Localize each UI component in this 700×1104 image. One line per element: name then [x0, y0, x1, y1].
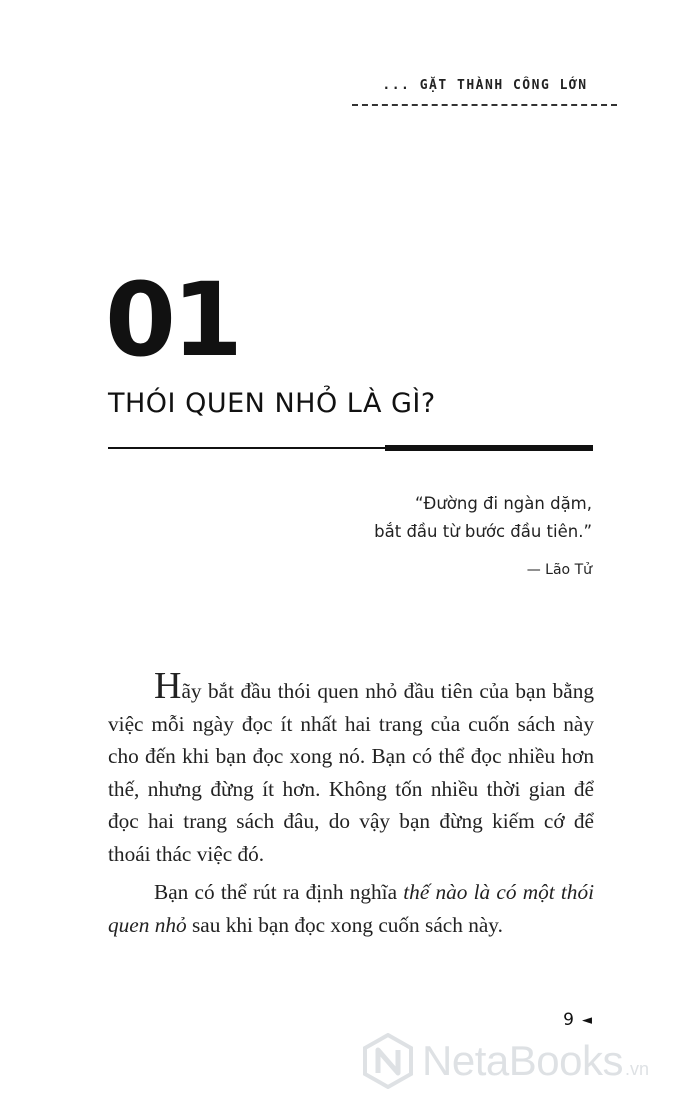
epigraph-quote [272, 490, 592, 546]
page-number [563, 1010, 592, 1030]
paragraph-2-italic: thế nào là có một thói quen nhỏ [108, 880, 595, 937]
watermark-suffix: .vn [624, 1059, 649, 1079]
paragraph-2 [108, 876, 594, 941]
chapter-rule-thin [108, 447, 388, 449]
epigraph-line-2: bắt đầu từ bước đầu tiên.” [374, 522, 592, 541]
drop-cap: H [154, 665, 182, 707]
running-header-title: ... GẶT THÀNH CÔNG LỚN [382, 78, 588, 93]
chapter-number: 01 [105, 261, 239, 380]
chapter-rule-thick [385, 445, 593, 451]
page-number-value: 9 [563, 1010, 574, 1030]
paragraph-2-end: sau khi bạn đọc xong cuốn sách này. [186, 912, 503, 937]
body-text [108, 665, 595, 941]
neta-logo-icon [362, 1033, 414, 1089]
paragraph-2-start: Bạn có thể rút ra định nghĩa [154, 880, 404, 904]
watermark-brand: NetaBooks [422, 1037, 623, 1084]
page-marker-icon: ◄ [582, 1013, 592, 1028]
header-dashed-rule [352, 104, 617, 106]
epigraph-attribution: — Lão Tử [526, 562, 592, 578]
chapter-title: THÓI QUEN NHỎ LÀ GÌ? [108, 388, 436, 419]
paragraph-1 [108, 665, 594, 870]
paragraph-1-text: ãy bắt đầu thói quen nhỏ đầu tiên của bạn bằng việc mỗi ngày đọc ít nhất hai trang của cuốn sách này cho đến khi bạn đọc xong nó. Bạn có thể đọc nhiều hơn thế, nhưng đừng ít hơn. Không tốn nhiều thời gian để đọc hai trang sách đâu, do vậy bạn đừng kiếm cớ để thoái thác việc đó. [108, 679, 594, 866]
epigraph-line-1: “Đường đi ngàn dặm, [414, 494, 592, 513]
watermark [362, 1028, 649, 1094]
